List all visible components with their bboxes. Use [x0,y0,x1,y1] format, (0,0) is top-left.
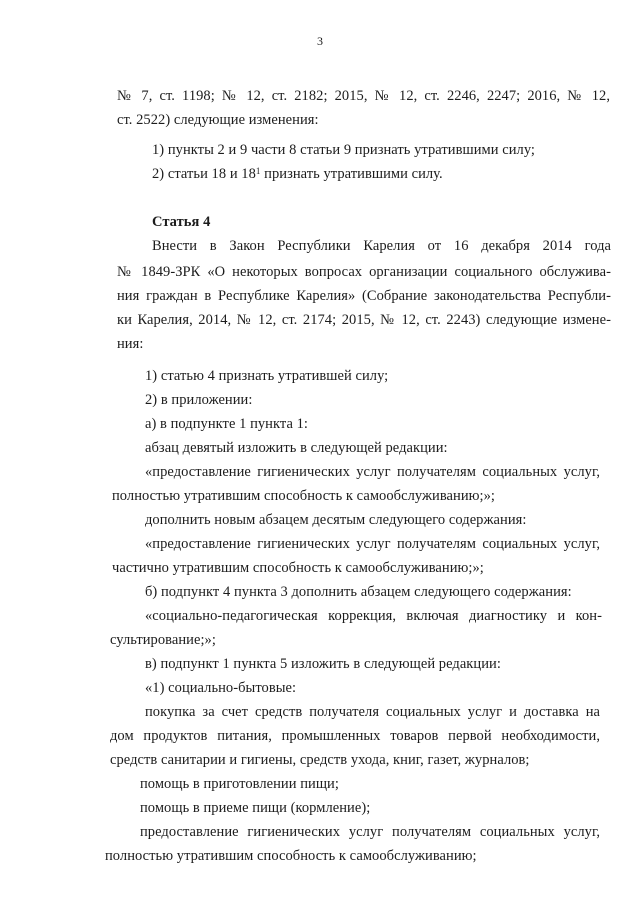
list-item: 2) в приложении: [145,392,253,408]
text-line: дом продуктов питания, промышленных товаров первой необходимости, [110,728,600,744]
text-line: Внести в Закон Республики Карелия от 16 декабря 2014 года [152,238,611,254]
text-line: покупка за счет средств получателя социальных услуг и доставка на [145,704,600,720]
list-item: 2) статьи 18 и $18^1$ признать утратившими силу. [152,166,443,182]
text-line: «социально-педагогическая коррекция, включая диагностику и кон- [145,608,602,624]
text-line: «предоставление гигиенических услуг получателям социальных услуг, [145,464,600,480]
text-line: абзац девятый изложить в следующей редакции: [145,440,448,456]
text-line: сультирование;»; [110,632,216,648]
text-line: помощь в приеме пищи (кормление); [140,800,371,816]
text-line: № 7, ст. 1198; № 12, ст. 2182; 2015, № 12, ст. 2246, 2247; 2016, № 12, [117,88,610,104]
superscript: 1 [255,166,261,176]
text-line: средств санитарии и гигиены, средств ухода, книг, газет, журналов; [110,752,530,768]
text-line: полностью утратившим способность к самообслуживанию; [105,848,477,864]
text-line: ния: [117,336,144,352]
text-line: ки Карелия, 2014, № 12, ст. 2174; 2015, № 12, ст. 2243) следующие измене- [117,312,611,328]
text-line: полностью утратившим способность к самообслуживанию;»; [112,488,495,504]
text-line: дополнить новым абзацем десятым следующего содержания: [145,512,527,528]
page-number: 3 [317,34,323,48]
text-line: помощь в приготовлении пищи; [140,776,339,792]
list-item: 1) статью 4 признать утратившей силу; [145,368,389,384]
text-line: № 1849-ЗРК «О некоторых вопросах организации социального обслужива- [117,264,611,280]
text-line: предоставление гигиенических услуг получателям социальных услуг, [140,824,600,840]
list-item: б) подпункт 4 пункта 3 дополнить абзацем следующего содержания: [145,584,572,600]
text-line: «предоставление гигиенических услуг получателям социальных услуг, [145,536,600,552]
list-item: в) подпункт 1 пункта 5 изложить в следующей редакции: [145,656,501,672]
text-line: «1) социально-бытовые: [145,680,297,696]
text-line: частично утратившим способность к самообслуживанию;»; [112,560,484,576]
article-heading: Статья 4 [152,214,211,230]
list-item: а) в подпункте 1 пункта 1: [145,416,309,432]
list-item: 1) пункты 2 и 9 части 8 статьи 9 признать утратившими силу; [152,142,536,158]
text-line: ния граждан в Республике Карелия» (Собрание законодательства Республи- [117,288,611,304]
text-line: ст. 2522) следующие изменения: [117,112,319,128]
